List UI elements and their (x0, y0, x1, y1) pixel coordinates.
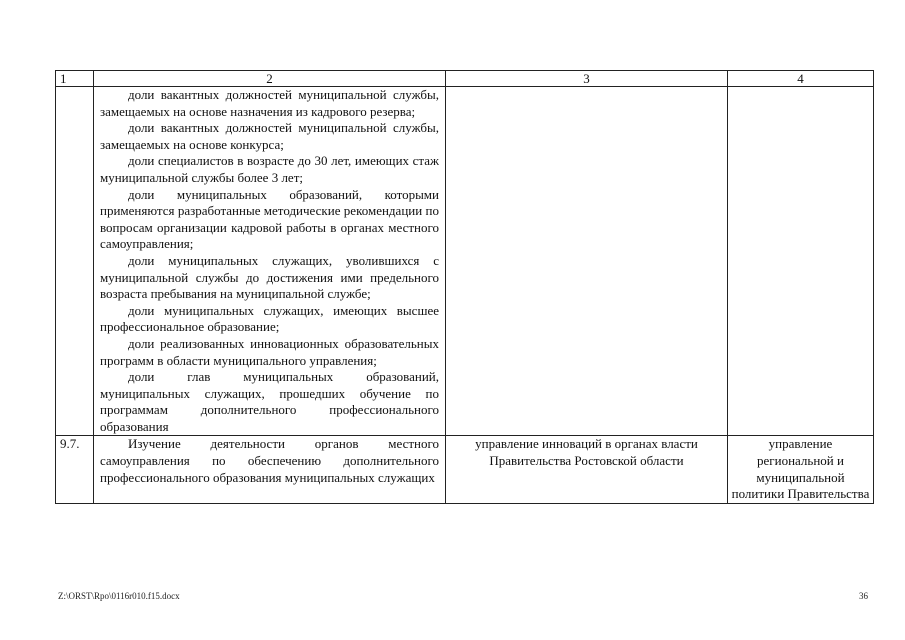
responsible-cell: управление инноваций в органах власти Правительства Ростовской области (446, 436, 728, 503)
indicator-paragraph: доли муниципальных служащих, имеющих высшее профессиональное образование; (100, 302, 439, 335)
indicator-paragraph: доли глав муниципальных образований, муниципальных служащих, прошедших обучение по программам дополнительного профессионального образования (100, 369, 439, 434)
activity-cell (94, 436, 446, 503)
page-number: 36 (859, 591, 868, 601)
indicator-list-cell (94, 87, 446, 436)
indicator-paragraph: доли вакантных должностей муниципальной службы, замещаемых на основе назначения из кадрового резерва; (100, 87, 439, 119)
file-path-footer: Z:\ORST\Rpo\0116r010.f15.docx (58, 591, 180, 601)
plan-table (55, 70, 874, 504)
header-col-2: 2 (94, 71, 446, 87)
table-header-row (56, 71, 874, 87)
table-row (56, 436, 874, 503)
indicator-paragraph: доли муниципальных образований, которыми применяются разработанные методические рекомендации по вопросам организации кадровой работы в органах местного самоуправления; (100, 186, 439, 252)
header-col-3: 3 (446, 71, 728, 87)
indicator-paragraph: доли реализованных инновационных образовательных программ в области муниципального управления; (100, 335, 439, 368)
indicator-paragraph: доли муниципальных служащих, уволившихся с муниципальной службы до достижения ими предельного возраста пребывания на муниципальной службе; (100, 252, 439, 302)
header-col-1: 1 (56, 71, 94, 87)
header-col-4: 4 (728, 71, 874, 87)
activity-text: Изучение деятельности органов местного самоуправления по обеспечению дополнительного профессионального образования муниципальных служащих (100, 436, 439, 485)
indicator-paragraph: доли специалистов в возрасте до 30 лет, имеющих стаж муниципальной службы более 3 лет; (100, 153, 439, 185)
row-number: 9.7. (56, 436, 94, 503)
responsible-cell (446, 87, 728, 436)
table-row (56, 87, 874, 436)
coexecutor-cell: управление региональной и муниципальной политики Правительства (728, 436, 874, 503)
row-number (56, 87, 94, 436)
coexecutor-cell (728, 87, 874, 436)
indicator-paragraph: доли вакантных должностей муниципальной службы, замещаемых на основе конкурса; (100, 120, 439, 152)
